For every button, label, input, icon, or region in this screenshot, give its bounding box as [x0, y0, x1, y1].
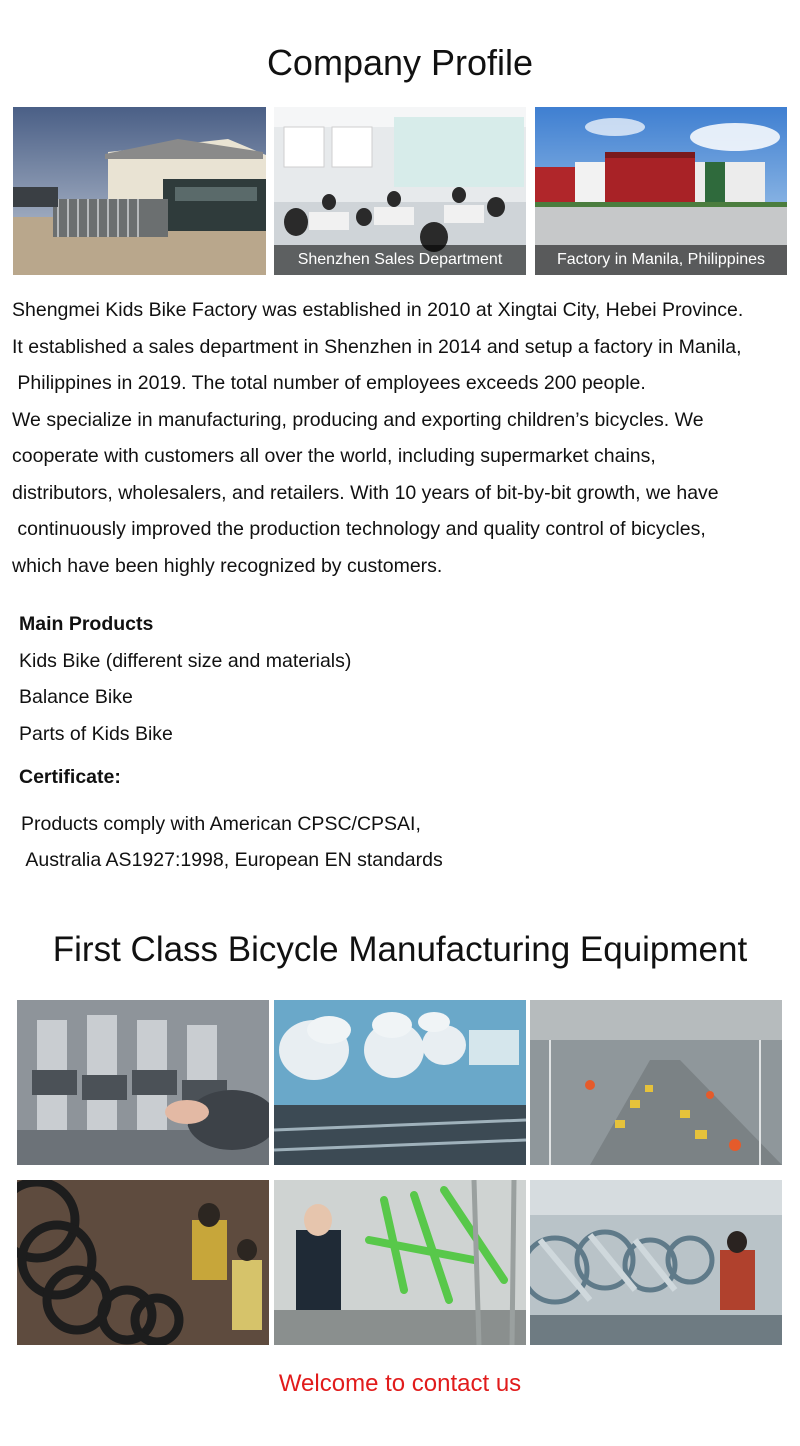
main-products-section — [19, 606, 351, 752]
company-profile-title: Company Profile — [266, 42, 534, 83]
production-line-photo — [530, 1000, 782, 1165]
intro-line: Philippines in 2019. The total number of employees exceeds 200 people. — [12, 372, 646, 394]
bike-assembly-line-photo — [530, 1180, 782, 1345]
machining-photo — [17, 1000, 269, 1165]
manila-factory-photo — [535, 107, 787, 275]
sales-department-photo — [274, 107, 526, 275]
welcome-message: Welcome to contact us — [278, 1370, 522, 1397]
intro-line: which have been highly recognized by customers. — [12, 554, 443, 577]
certificate-details — [21, 806, 443, 878]
certificate-line: Australia AS1927:1998, European EN standards — [21, 849, 443, 871]
product-item: Kids Bike (different size and materials) — [19, 649, 352, 672]
photo-caption: Shenzhen Sales Department — [274, 245, 526, 275]
assembly-workers-photo — [274, 1000, 526, 1165]
intro-line: continuously improved the production technology and quality control of bicycles, — [12, 518, 706, 540]
product-item: Parts of Kids Bike — [19, 722, 173, 745]
intro-line: cooperate with customers all over the world, including supermarket chains, — [12, 445, 656, 467]
company-introduction — [12, 292, 800, 584]
main-products-heading: Main Products — [19, 613, 154, 635]
intro-line: It established a sales department in Shenzhen in 2014 and setup a factory in Manila, — [12, 335, 742, 358]
intro-line: We specialize in manufacturing, producing and exporting children’s bicycles. We — [12, 408, 704, 431]
intro-line: Shengmei Kids Bike Factory was established in 2010 at Xingtai City, Hebei Province. — [12, 299, 744, 321]
certificate-line: Products comply with American CPSC/CPSAI, — [21, 813, 421, 835]
certificate-heading — [19, 766, 121, 789]
intro-line: distributors, wholesalers, and retailers. With 10 years of bit-by-bit growth, we have — [12, 481, 719, 504]
photo-caption: Factory in Manila, Philippines — [535, 245, 787, 275]
equipment-title: First Class Bicycle Manufacturing Equipment — [52, 930, 748, 969]
product-item: Balance Bike — [19, 686, 133, 708]
factory-gate-photo — [13, 107, 266, 275]
certificate-heading-text: Certificate: — [19, 766, 121, 788]
frame-inspection-photo — [274, 1180, 526, 1345]
wheels-workshop-photo — [17, 1180, 269, 1345]
